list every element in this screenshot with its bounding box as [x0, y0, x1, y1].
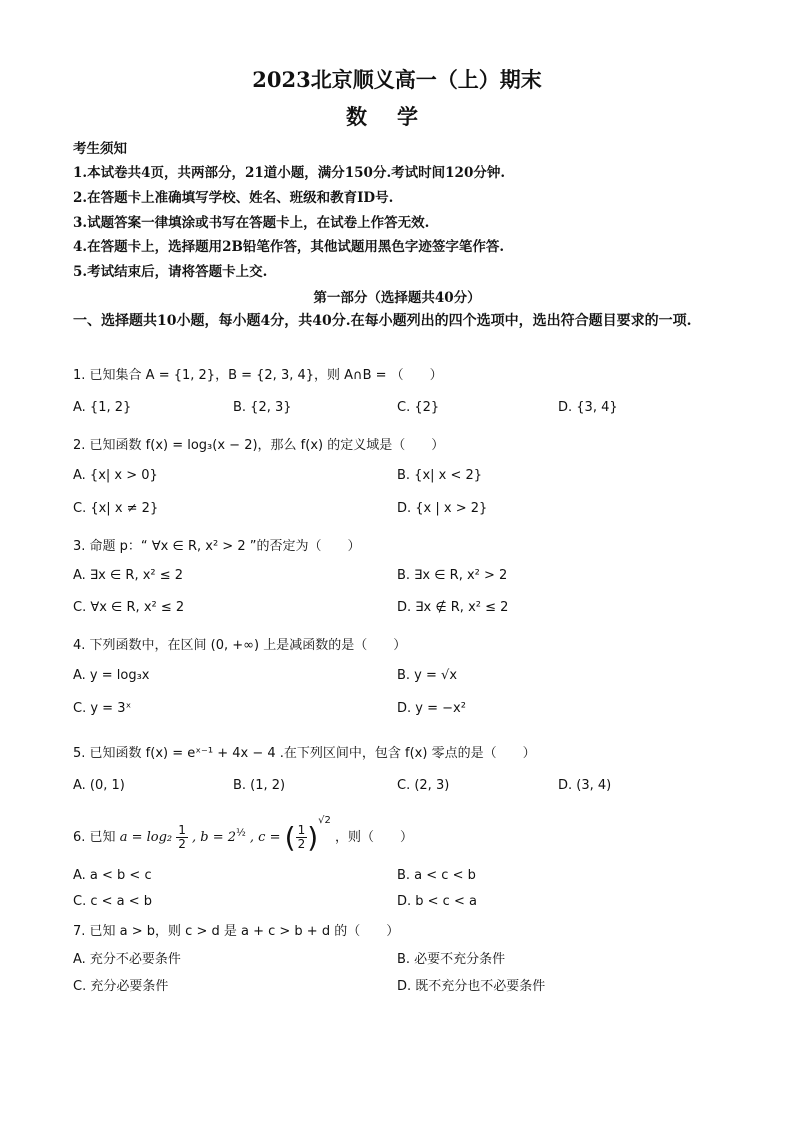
question-6-option-c: C. c < a < b [73, 894, 153, 909]
question-1-option-a: A. {1, 2} [73, 400, 132, 415]
exam-subject: 数学 [346, 104, 448, 129]
question-6-fraction [176, 824, 188, 851]
question-6-c-fraction [296, 824, 308, 851]
question-6-a-expr: a = log₂ [119, 830, 173, 845]
question-6-stem [73, 815, 413, 854]
question-6-right-paren: ) [307, 821, 319, 854]
question-1-option-c: C. {2} [397, 400, 440, 415]
question-1-option-d: D. {3, 4} [558, 400, 618, 415]
question-4-option-d: D. y = −x² [397, 701, 466, 716]
question-5-option-b: B. (1, 2) [233, 778, 286, 793]
notice-item-2: 2.在答题卡上准确填写学校、姓名、班级和教育ID号. [73, 190, 394, 206]
question-5-option-c: C. (2, 3) [397, 778, 450, 793]
question-6-option-d: D. b < c < a [397, 894, 477, 909]
question-4-option-a: A. y = log₃x [73, 668, 150, 683]
question-2-option-c: C. {x| x ≠ 2} [73, 501, 159, 516]
question-2-option-a: A. {x| x > 0} [73, 468, 158, 483]
question-7-option-c: C. 充分必要条件 [73, 979, 169, 994]
question-6-fraction-denominator: 2 [178, 837, 186, 851]
question-5-option-a: A. (0, 1) [73, 778, 125, 793]
question-6-c-exponent: √2 [318, 815, 331, 826]
question-1-stem: 1. 已知集合 A = {1, 2}，B = {2, 3, 4}，则 A∩B = （ ） [73, 368, 443, 383]
question-6-c-fraction-numerator: 1 [297, 823, 306, 837]
notice-item-1: 1.本试卷共4页，共两部分，21道小题，满分150分.考试时间120分钟. [73, 165, 506, 181]
question-4-option-b: B. y = √x [397, 668, 458, 683]
question-6-b-exponent: ½ [236, 827, 246, 839]
question-6-c-expr: , c = [249, 830, 281, 845]
section-instructions: 一、选择题共10小题，每小题4分，共40分.在每小题列出的四个选项中，选出符合题目要求的一项. [73, 313, 692, 329]
question-2-option-d: D. {x | x > 2} [397, 501, 488, 516]
notice-heading: 考生须知 [73, 141, 127, 157]
question-7-option-d: D. 既不充分也不必要条件 [397, 979, 546, 994]
question-3-option-b: B. ∃x ∈ R, x² > 2 [397, 568, 508, 583]
question-6-prefix: 6. 已知 [73, 830, 116, 845]
question-2-option-b: B. {x| x < 2} [397, 468, 483, 483]
question-6-suffix: ，则（ ） [335, 830, 414, 845]
question-6-fraction-numerator: 1 [178, 823, 186, 837]
question-6-option-b: B. a < c < b [397, 868, 476, 883]
question-4-stem: 4. 下列函数中，在区间 (0, +∞) 上是减函数的是（ ） [73, 638, 407, 653]
question-3-stem: 3. 命题 p：“ ∀x ∈ R, x² > 2 ”的否定为（ ） [73, 539, 361, 554]
question-4-option-c: C. y = 3ˣ [73, 701, 132, 716]
notice-item-3: 3.试题答案一律填涂或书写在答题卡上，在试卷上作答无效. [73, 215, 430, 231]
question-2-stem: 2. 已知函数 f(x) = log₃(x − 2)，那么 f(x) 的定义域是（ ） [73, 438, 445, 453]
question-6-b-expr: , b = 2 [192, 830, 237, 845]
part-one-title: 第一部分（选择题共40分） [313, 290, 481, 306]
question-3-option-d: D. ∃x ∉ R, x² ≤ 2 [397, 600, 509, 615]
exam-title: 2023北京顺义高一（上）期末 [252, 67, 542, 92]
question-3-option-c: C. ∀x ∈ R, x² ≤ 2 [73, 600, 185, 615]
question-7-option-b: B. 必要不充分条件 [397, 952, 506, 967]
notice-item-4: 4.在答题卡上，选择题用2B铅笔作答，其他试题用黑色字迹签字笔作答. [73, 239, 505, 255]
question-3-option-a: A. ∃x ∈ R, x² ≤ 2 [73, 568, 184, 583]
question-1-option-b: B. {2, 3} [233, 400, 292, 415]
question-6-option-a: A. a < b < c [73, 868, 152, 883]
notice-item-5: 5.考试结束后，请将答题卡上交. [73, 264, 268, 280]
question-7-stem: 7. 已知 a > b，则 c > d 是 a + c > b + d 的（ ） [73, 924, 400, 939]
question-7-option-a: A. 充分不必要条件 [73, 952, 181, 967]
question-5-option-d: D. (3, 4) [558, 778, 612, 793]
question-6-c-fraction-denominator: 2 [297, 837, 306, 851]
question-6-left-paren: ( [284, 821, 296, 854]
question-5-stem: 5. 已知函数 f(x) = eˣ⁻¹ + 4x − 4 .在下列区间中，包含 f(x) 零点的是（ ） [73, 746, 536, 761]
